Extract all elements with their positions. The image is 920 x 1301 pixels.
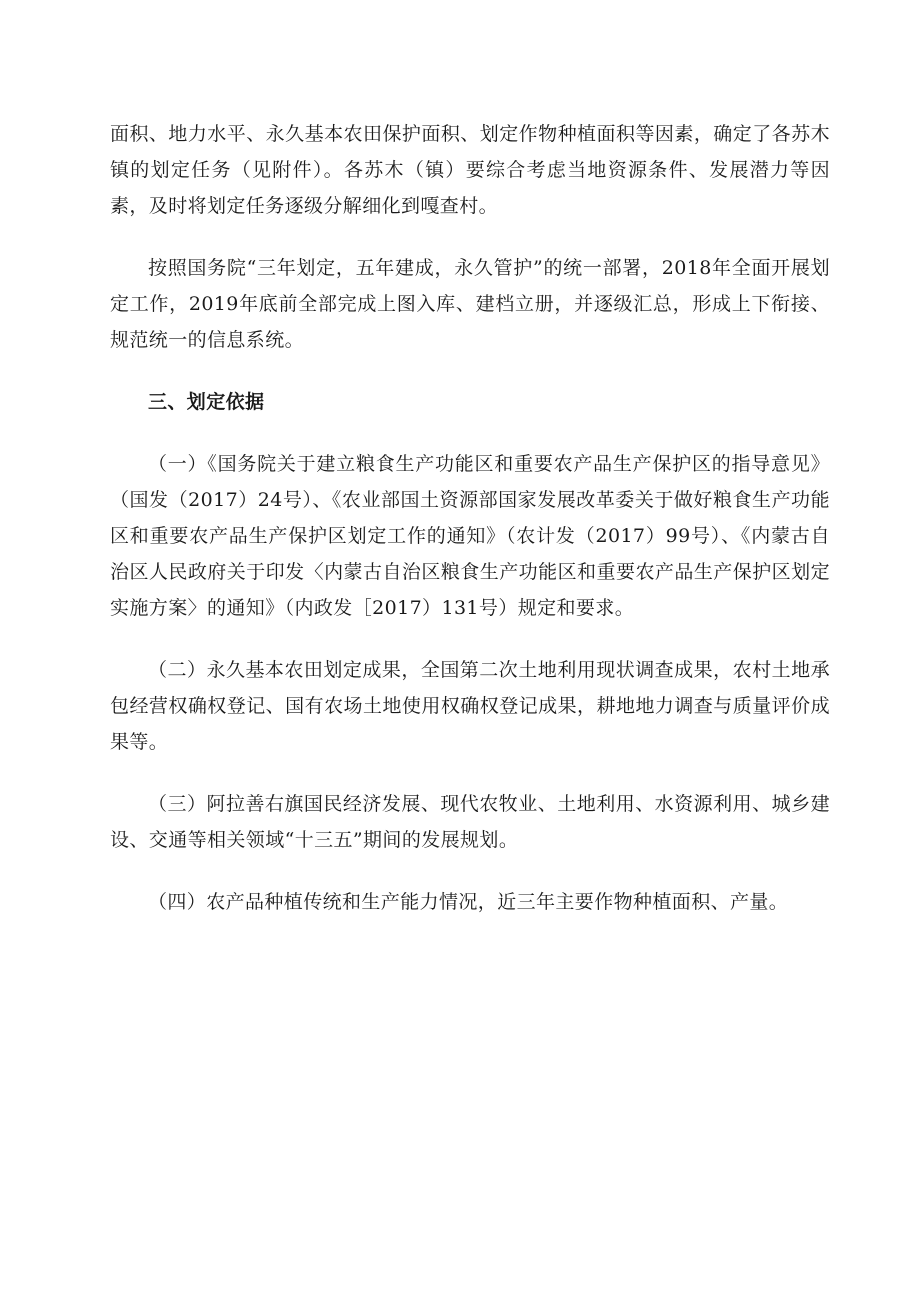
basis-item-3: （三）阿拉善右旗国民经济发展、现代农牧业、土地利用、水资源利用、城乡建设、交通等相关领域“十三五”期间的发展规划。 (110, 793, 830, 851)
basis-item-2: （二）永久基本农田划定成果，全国第二次土地利用现状调查成果，农村土地承包经营权确权登记、国有农场土地使用权确权登记成果，耕地地力调查与质量评价成果等。 (110, 659, 830, 753)
section-heading: 三、划定依据 (148, 391, 265, 413)
basis-item-4: （四）农产品种植传统和生产能力情况，近三年主要作物种植面积、产量。 (148, 891, 789, 913)
paragraph-continuation: 面积、地力水平、永久基本农田保护面积、划定作物种植面积等因素，确定了各苏木镇的划定任务（见附件）。各苏木（镇）要综合考虑当地资源条件、发展潜力等因素，及时将划定任务逐级分解细化到嘎查村。 (110, 123, 830, 217)
basis-item-1: （一）《国务院关于建立粮食生产功能区和重要农产品生产保护区的指导意见》（国发（2017）24号）、《农业部国土资源部国家发展改革委关于做好粮食生产功能区和重要农产品生产保护区划定工作的通知》（农计发（2017）99号）、《内蒙古自治区人民政府关于印发〈内蒙古自治区粮食生产功能区和重要农产品生产保护区划定实施方案〉的通知》（内政发［2017）131号）规定和要求。 (110, 453, 830, 619)
paragraph-schedule: 按照国务院“三年划定，五年建成，永久管护”的统一部署，2018年全面开展划定工作，2019年底前全部完成上图入库、建档立册，并逐级汇总，形成上下衔接、规范统一的信息系统。 (110, 257, 830, 351)
document-body (110, 116, 830, 946)
